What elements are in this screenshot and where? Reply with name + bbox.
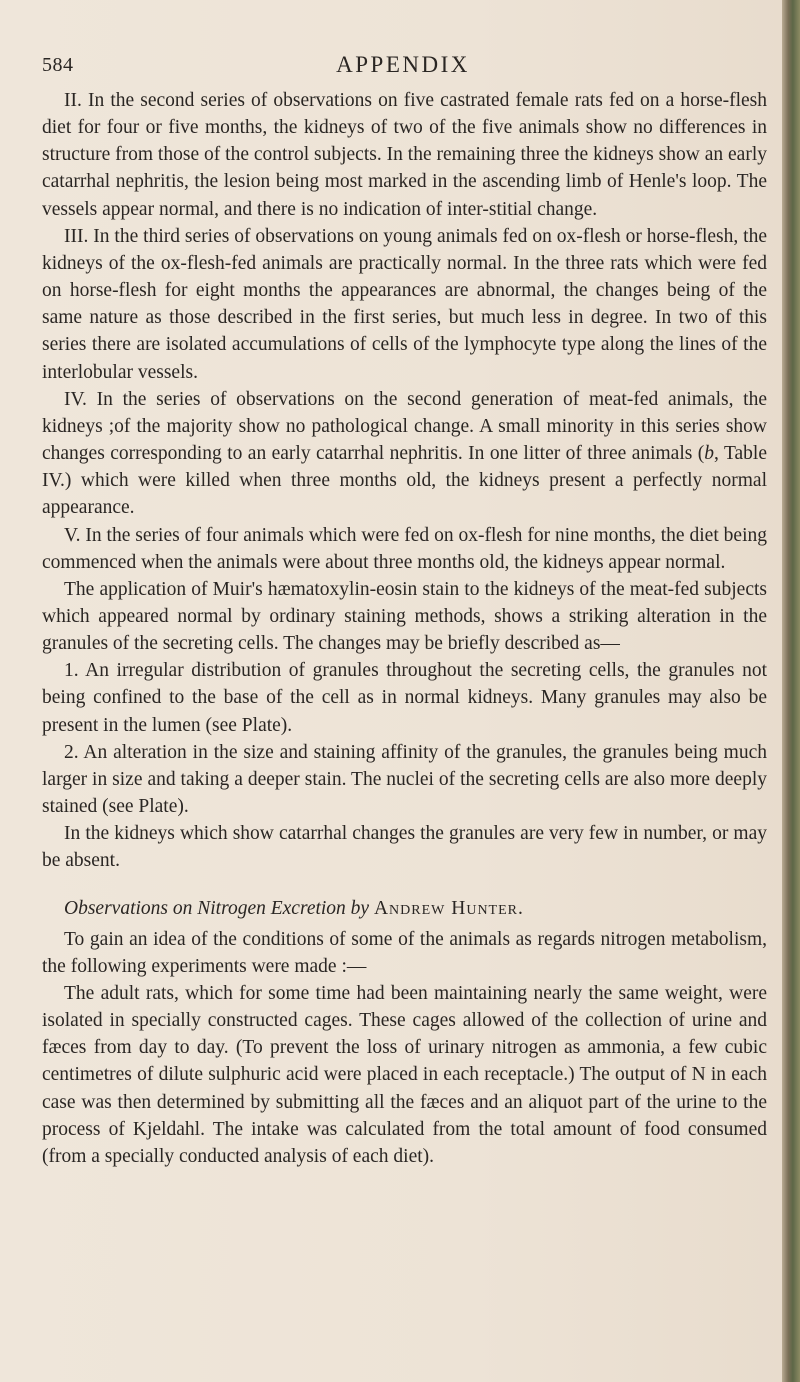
italic-reference: b — [704, 443, 715, 465]
paragraph-series-iv — [42, 386, 767, 522]
paragraph-change-1: 1. An irregular distribution of granules throughout the secreting cells, the granules not being confined to the base of the cell as in normal kidneys. Many granules may also be present in the lumen (see Plate). — [42, 660, 767, 736]
page-number: 584 — [42, 54, 74, 76]
paragraph-text: , Table IV.) which were killed when three months old, the kidneys present a perfectly normal appearance. — [42, 443, 767, 519]
section-heading — [42, 895, 767, 922]
paragraph-stain: The application of Muir's hæmatoxylin-eosin stain to the kidneys of the meat-fed subjects which appeared normal by ordinary staining methods, shows a striking alteration in the granules of the secreting cells. The changes may be briefly described as— — [42, 578, 767, 655]
body-text — [42, 87, 767, 1170]
paragraph-series-iii: III. In the third series of observations on young animals fed on ox-flesh or horse-flesh, the kidneys of the ox-flesh-fed animals are practically normal. In the three rats which were fed on horse-flesh for eight months the appearances are abnormal, the changes being of the same nature as those described in the first series, but much less in degree. In two of this series there are isolated accumulations of cells of the lymphocyte type along the lines of the interlobular vessels. — [42, 225, 767, 383]
paragraph-text: IV. In the series of observations on the second generation of meat-fed animals, the kidneys ;of the majority show no pathological change. A small minority in this series show changes corresponding to an early catarrhal nephritis. In one litter of three animals ( — [42, 388, 767, 465]
paragraph-catarrhal: In the kidneys which show catarrhal changes the granules are very few in number, or may be absent. — [42, 823, 767, 872]
paragraph-series-v: V. In the series of four animals which were fed on ox-flesh for nine months, the diet being commenced when the animals were about three months old, the kidneys appear normal. — [42, 524, 767, 573]
page-edge — [782, 0, 800, 1382]
page-header — [40, 50, 766, 86]
paragraph-nitrogen-intro: To gain an idea of the conditions of some of the animals as regards nitrogen metabolism, the following experiments were made :— — [42, 928, 767, 977]
paragraph-series-ii: II. In the second series of observations on five castrated female rats fed on a horse-flesh diet for four or five months, the kidneys of two of the five animals show no differences in structure from those of the control subjects. In the remaining three the kidneys show an early catarrhal nephritis, the lesion being most marked in the ascending limb of Henle's loop. The vessels appear normal, and there is no indication of inter-stitial change. — [42, 90, 767, 220]
paragraph-change-2: 2. An alteration in the size and staining affinity of the granules, the granules being much larger in size and taking a deeper stain. The nuclei of the secreting cells are also more deeply stained (see Plate). — [42, 741, 767, 818]
paragraph-nitrogen-method: The adult rats, which for some time had been maintaining nearly the same weight, were isolated in specially constructed cages. These cages allowed of the collection of urine and fæces from day to day. (To prevent the loss of urinary nitrogen as ammonia, a few cubic centimetres of dilute sulphuric acid were placed in each receptacle.) The output of N in each case was then determined by submitting all the fæces and an aliquot part of the urine to the process of Kjeldahl. The intake was calculated from the total amount of food consumed (from a specially conducted analysis of each diet). — [42, 983, 767, 1167]
section-author: Andrew Hunter. — [373, 897, 524, 919]
section-title: Observations on Nitrogen Excretion by — [64, 897, 370, 919]
running-title: APPENDIX — [336, 52, 470, 77]
